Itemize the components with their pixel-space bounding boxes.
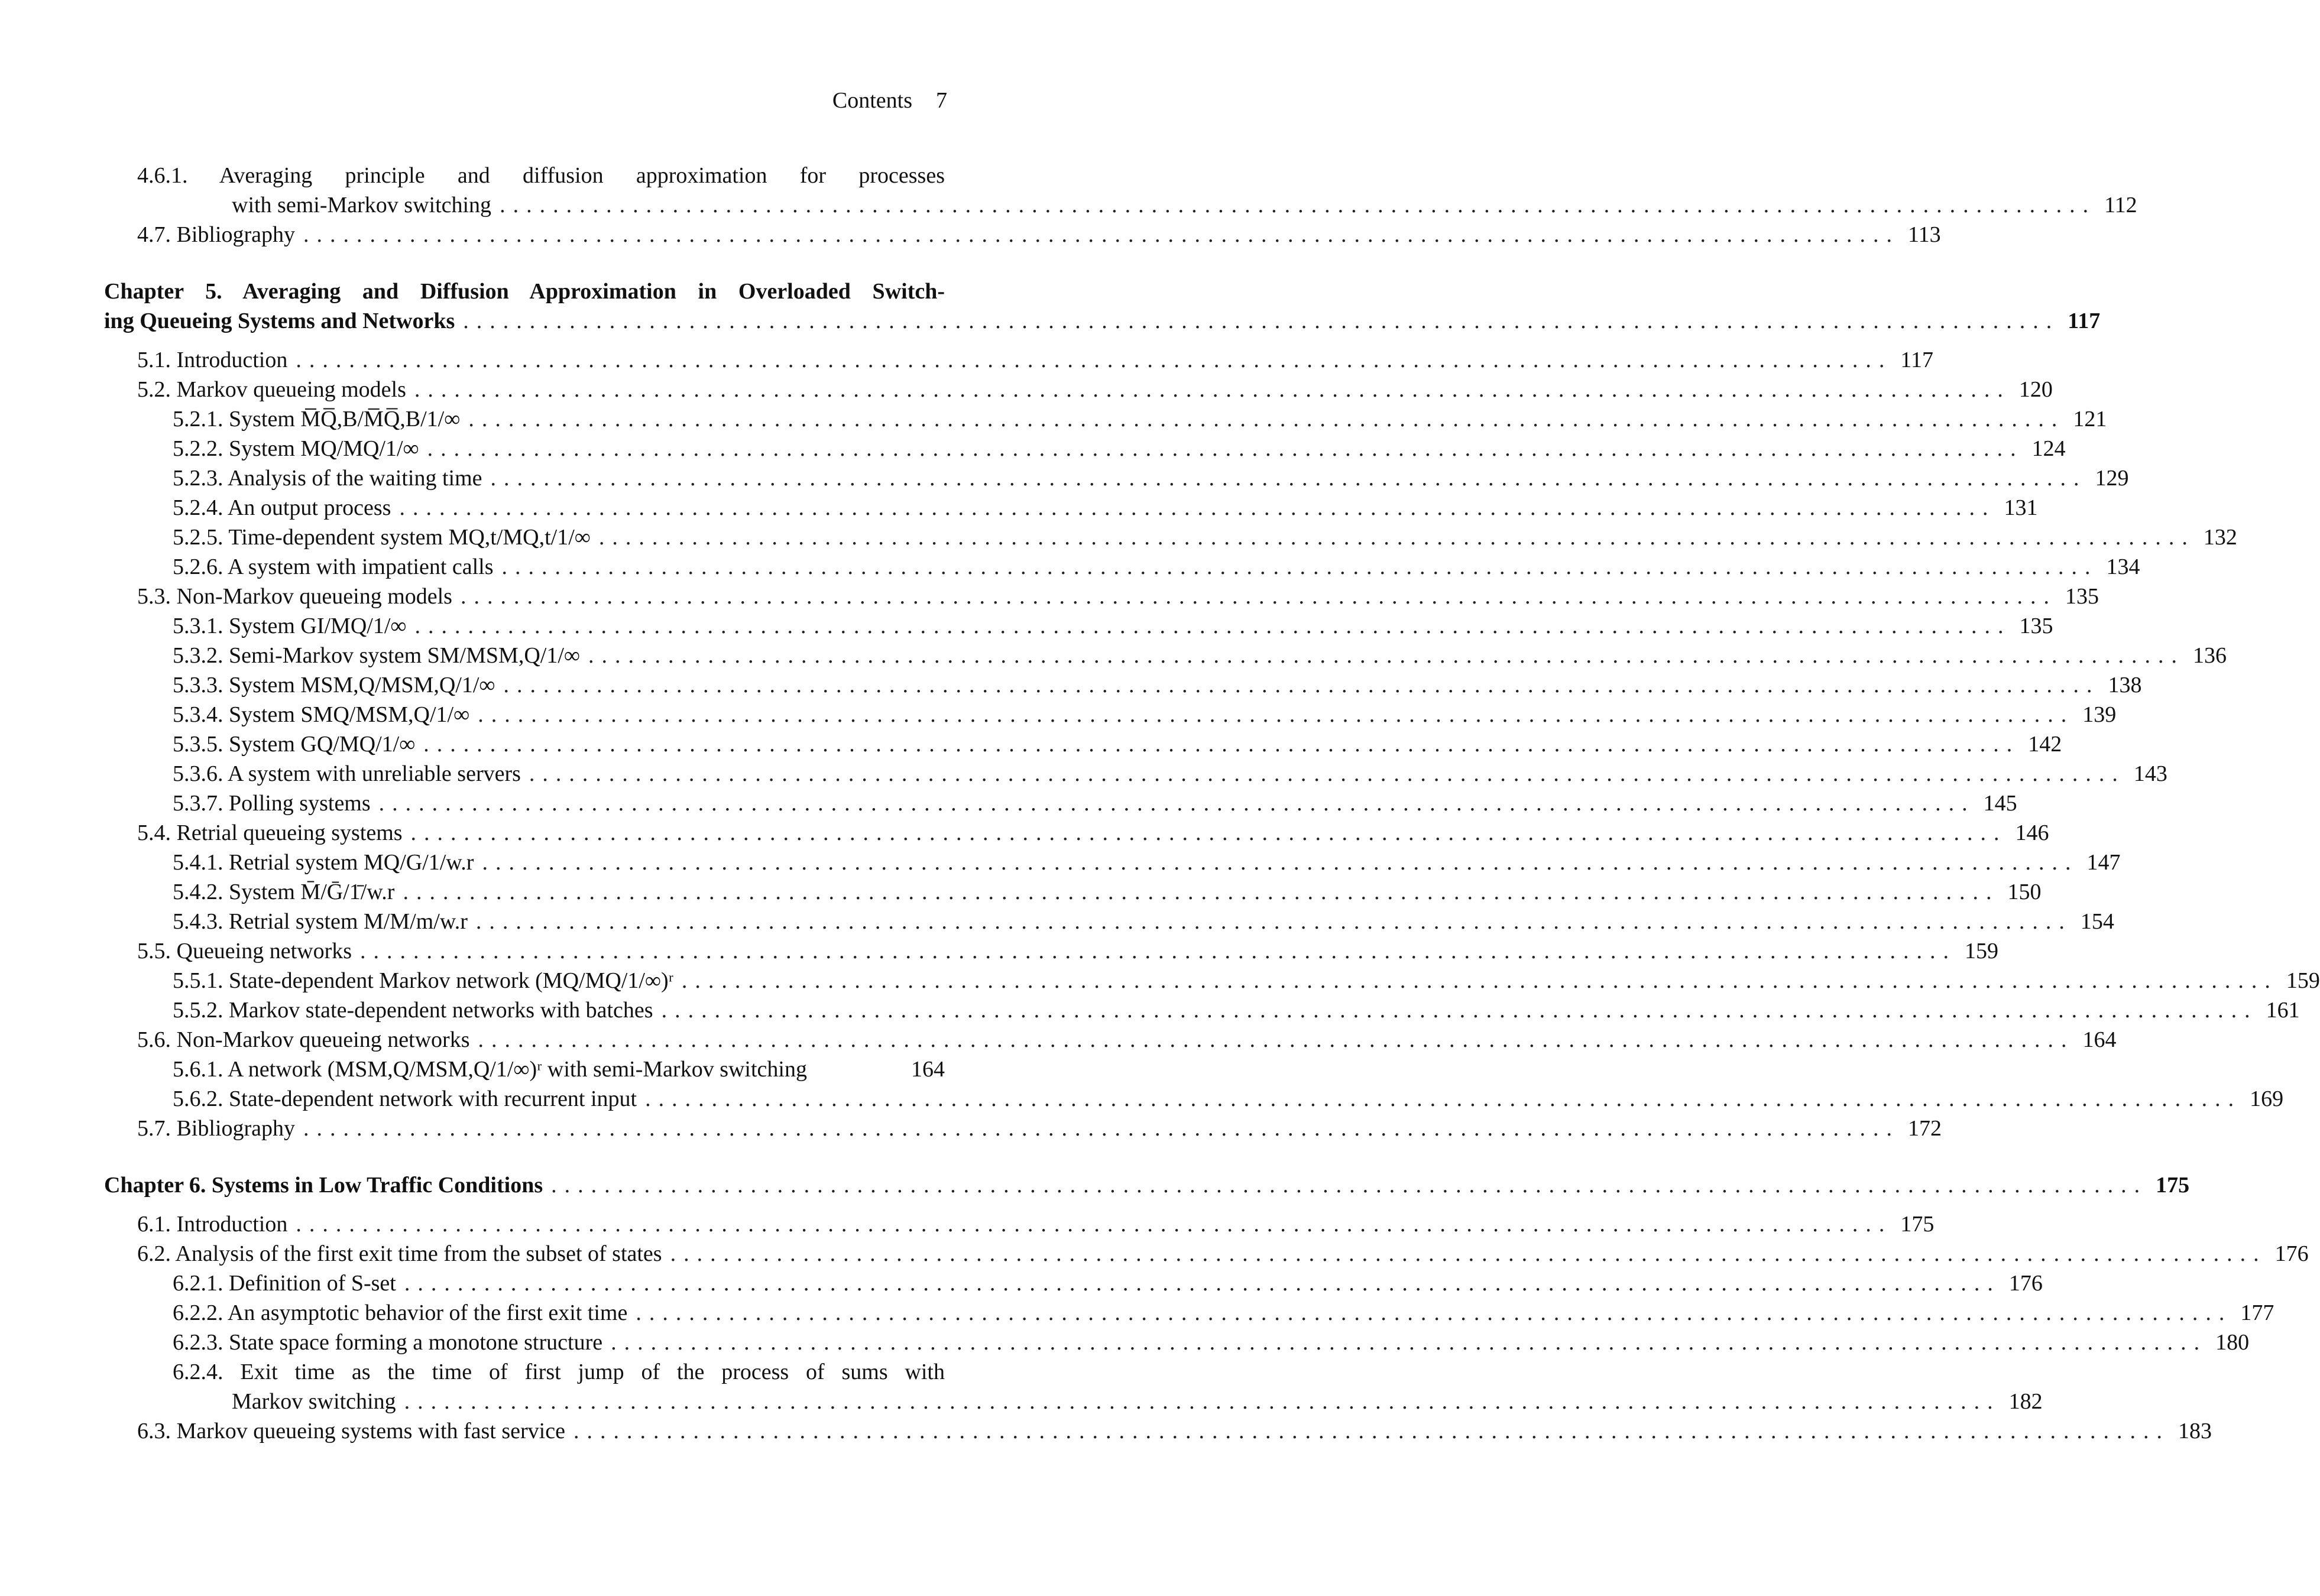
toc-page-number: 150 — [2007, 880, 2042, 904]
toc-entry-title: 5.7. Bibliography — [137, 1116, 296, 1141]
toc-entry[interactable] — [104, 877, 2042, 907]
toc-entry-title: 5.2.1. System M̅Q̅,B/M̅Q̅,B/1/∞ — [173, 407, 461, 432]
toc-dot-leader: ........................................................................................................................ — [681, 968, 2278, 993]
toc-entry-title: 5.4.3. Retrial system M/M/m/w.r — [173, 909, 468, 934]
toc-page-number: 154 — [2080, 909, 2114, 934]
toc-page-number: 135 — [2019, 614, 2053, 638]
toc-dot-leader: ........................................................................................................................ — [399, 495, 1996, 520]
toc-page-number: 180 — [2215, 1330, 2250, 1355]
toc-page-number: 117 — [1900, 348, 1933, 372]
running-head-label: Contents — [832, 88, 912, 113]
toc-entry-title: 5.2.4. An output process — [173, 495, 391, 520]
toc-entry-title: 5.2.6. A system with impatient calls — [173, 554, 494, 579]
toc-dot-leader: ........................................................................................................................ — [403, 880, 2000, 904]
toc-entry[interactable] — [104, 582, 2099, 611]
toc-dot-leader: ........................................................................................................................ — [414, 614, 2011, 638]
toc-entry[interactable] — [104, 1328, 2250, 1357]
toc-entry[interactable] — [104, 404, 2107, 434]
toc-entry-title: 5.5.2. Markov state-dependent networks with batches — [173, 998, 653, 1023]
toc-chapter-entry[interactable] — [104, 277, 945, 306]
toc-dot-leader: ........................................................................................................................ — [500, 193, 2097, 218]
toc-dot-leader: ........................................................................................................................ — [378, 791, 1975, 816]
toc-entry-title: 6.1. Introduction — [137, 1212, 288, 1237]
toc-entry-title: 5.5.1. State-dependent Markov network (MQ/MQ/1/∞)ʳ — [173, 968, 673, 993]
toc-dot-leader: ........................................................................................................................ — [463, 309, 2060, 333]
toc-entry-title: 5.3.3. System MSM,Q/MSM,Q/1/∞ — [173, 673, 495, 698]
toc-page-number: 161 — [2266, 998, 2300, 1023]
toc-entry-title: Chapter 5. Averaging and Diffusion Approximation in Overloaded Switch- — [104, 279, 945, 304]
toc-dot-leader: ........................................................................................................................ — [303, 222, 1900, 247]
toc-page-number: 131 — [2004, 495, 2038, 520]
toc-dot-leader: ........................................................................................................................ — [296, 1212, 1893, 1237]
toc-page-number: 177 — [2240, 1300, 2274, 1325]
page-number: 7 — [936, 88, 947, 113]
toc-dot-leader: ........................................................................................................................ — [490, 466, 2087, 491]
toc-entry[interactable] — [104, 552, 2140, 582]
toc-entry-title: 5.1. Introduction — [137, 348, 288, 372]
toc-entry[interactable] — [104, 1298, 2274, 1328]
toc-entry-title: 6.3. Markov queueing systems with fast service — [137, 1419, 565, 1443]
toc-entry-title: 5.4.2. System M̄/Ḡ/1̄/w.r — [173, 880, 395, 904]
toc-page-number: 183 — [2178, 1419, 2212, 1443]
toc-dot-leader: ........................................................................................................................ — [611, 1330, 2208, 1355]
toc-page-number: 176 — [2008, 1271, 2043, 1296]
toc-entry-title: 5.5. Queueing networks — [137, 939, 352, 964]
toc-entry[interactable] — [104, 523, 2237, 552]
toc-dot-leader: ........................................................................................................................ — [661, 998, 2258, 1023]
toc-page-number: 138 — [2108, 673, 2142, 698]
toc-entry-title: 4.6.1. Averaging principle and diffusion approximation for processes — [137, 163, 945, 188]
toc-entry[interactable] — [104, 1387, 2043, 1416]
toc-dot-leader: ........................................................................................................................ — [360, 939, 1957, 964]
toc-entry[interactable] — [104, 1055, 945, 1084]
toc-dot-leader: ........................................................................................................................ — [636, 1300, 2232, 1325]
toc-page-number: 175 — [2156, 1173, 2190, 1198]
toc-entry-title: 5.6.2. State-dependent network with recurrent input — [173, 1086, 637, 1111]
toc-page-number: 146 — [2015, 820, 2049, 845]
toc-page-number: 164 — [911, 1057, 945, 1082]
toc-page-number: 164 — [2082, 1027, 2117, 1052]
toc-entry-title: 6.2. Analysis of the first exit time from the subset of states — [137, 1241, 662, 1266]
toc-entry[interactable] — [104, 907, 2114, 936]
toc-page-number: 176 — [2274, 1241, 2309, 1266]
toc-page-number: 172 — [1908, 1116, 1942, 1141]
toc-entry-title: 5.6. Non-Markov queueing networks — [137, 1027, 470, 1052]
toc-entry-title: 5.2.5. Time-dependent system MQ,t/MQ,t/1/∞ — [173, 525, 591, 550]
toc-entry-title: 6.2.1. Definition of S-set — [173, 1271, 396, 1296]
toc-dot-leader: ........................................................................................................................ — [468, 407, 2065, 432]
toc-entry-title: 5.2.3. Analysis of the waiting time — [173, 466, 482, 491]
toc-page-number: 132 — [2203, 525, 2237, 550]
toc-entry-title: 5.3.7. Polling systems — [173, 791, 371, 816]
toc-entry[interactable] — [104, 1209, 1935, 1239]
toc-page-number: 182 — [2008, 1389, 2043, 1414]
toc-dot-leader: ........................................................................................................................ — [482, 850, 2079, 875]
toc-dot-leader: ........................................................................................................................ — [670, 1241, 2267, 1266]
toc-page-number: 145 — [1983, 791, 2017, 816]
toc-entry[interactable] — [104, 670, 2142, 700]
toc-entry[interactable] — [104, 1025, 2117, 1055]
toc-page-number: 159 — [2286, 968, 2320, 993]
toc-page-number: 121 — [2073, 407, 2107, 432]
toc-entry[interactable] — [104, 729, 2062, 759]
toc-dot-leader: ........................................................................................................................ — [414, 377, 2011, 402]
toc-entry[interactable] — [104, 434, 2066, 463]
toc-dot-leader: ........................................................................................................................ — [460, 584, 2057, 609]
toc-dot-leader: ........................................................................................................................ — [501, 554, 2098, 579]
toc-entry[interactable] — [104, 493, 2038, 523]
toc-entry-title: Markov switching — [232, 1389, 396, 1414]
toc-entry-title: 5.4.1. Retrial system MQ/G/1/w.r — [173, 850, 474, 875]
toc-page-number: 143 — [2133, 761, 2167, 786]
toc-entry[interactable] — [104, 611, 2053, 641]
toc-entry-title: 5.3.1. System GI/MQ/1/∞ — [173, 614, 407, 638]
toc-entry-title: 6.2.4. Exit time as the time of first jump of the process of sums with — [173, 1360, 945, 1384]
toc-entry-title: 5.3.6. A system with unreliable servers — [173, 761, 521, 786]
toc-entry-title: ing Queueing Systems and Networks — [104, 309, 455, 333]
toc-entry[interactable] — [104, 641, 2227, 670]
toc-entry[interactable] — [104, 345, 1933, 375]
toc-entry[interactable] — [104, 1114, 1942, 1143]
toc-entry[interactable] — [104, 789, 2017, 818]
toc-entry[interactable] — [104, 1084, 2284, 1114]
toc-entry[interactable] — [104, 161, 945, 190]
toc-page-number: 147 — [2086, 850, 2121, 875]
toc-dot-leader: ........................................................................................................................ — [296, 348, 1893, 372]
toc-dot-leader: ........................................................................................................................ — [404, 1271, 2001, 1296]
toc-dot-leader: ........................................................................................................................ — [478, 702, 2075, 727]
toc-dot-leader: ........................................................................................................................ — [551, 1173, 2148, 1198]
toc-entry-title: 5.3. Non-Markov queueing models — [137, 584, 452, 609]
toc-entry-title: Chapter 6. Systems in Low Traffic Conditions — [104, 1173, 543, 1198]
running-head — [832, 87, 947, 113]
toc-dot-leader: ........................................................................................................................ — [404, 1389, 2001, 1414]
toc-entry-title: 4.7. Bibliography — [137, 222, 296, 247]
toc-entry[interactable] — [104, 995, 2300, 1025]
toc-entry-title: 5.3.4. System SMQ/MSM,Q/1/∞ — [173, 702, 470, 727]
toc-dot-leader: ........................................................................................................................ — [573, 1419, 2170, 1443]
toc-dot-leader: ........................................................................................................................ — [588, 643, 2185, 668]
toc-entry-title: 5.2.2. System MQ/MQ/1/∞ — [173, 436, 419, 461]
toc-entry[interactable] — [104, 1416, 2212, 1446]
toc-entry[interactable] — [104, 1357, 945, 1387]
toc-entry[interactable] — [104, 463, 2129, 493]
toc-entry[interactable] — [104, 375, 2053, 404]
toc-page-number: 129 — [2095, 466, 2129, 491]
toc-page-number: 112 — [2104, 193, 2137, 218]
toc-dot-leader: ........................................................................................................................ — [598, 525, 2195, 550]
toc-entry-title: 5.2. Markov queueing models — [137, 377, 406, 402]
toc-entry[interactable] — [104, 1239, 2309, 1269]
toc-dot-leader: ........................................................................................................................ — [478, 1027, 2075, 1052]
toc-entry[interactable] — [104, 936, 1999, 966]
toc-entry-title: 5.6.1. A network (MSM,Q/MSM,Q/1/∞)ʳ with semi-Markov switching — [173, 1057, 807, 1082]
toc-chapter-entry[interactable] — [104, 1170, 2190, 1200]
toc-page-number: 136 — [2192, 643, 2227, 668]
toc-entry[interactable] — [104, 220, 1941, 249]
toc-entry[interactable] — [104, 1269, 2043, 1298]
toc-dot-leader: ........................................................................................................................ — [427, 436, 2024, 461]
toc-entry-title: 6.2.3. State space forming a monotone structure — [173, 1330, 603, 1355]
toc-entry[interactable] — [104, 700, 2117, 729]
toc-entry-title: 5.3.5. System GQ/MQ/1/∞ — [173, 732, 416, 757]
toc-page-number: 135 — [2065, 584, 2099, 609]
toc-dot-leader: ........................................................................................................................ — [423, 732, 2020, 757]
toc-page-number: 159 — [1965, 939, 1999, 964]
toc-page-number: 120 — [2018, 377, 2053, 402]
toc-entry[interactable] — [104, 966, 2320, 995]
toc-dot-leader: ........................................................................................................................ — [503, 673, 2100, 698]
toc-dot-leader: ........................................................................................................................ — [475, 909, 2072, 934]
toc-entry[interactable] — [104, 848, 2121, 877]
toc-entry-title: 5.4. Retrial queueing systems — [137, 820, 403, 845]
toc-page-number: 117 — [2068, 309, 2101, 333]
toc-page-number: 169 — [2250, 1086, 2284, 1111]
toc-dot-leader: ........................................................................................................................ — [303, 1116, 1900, 1141]
toc-page-number: 175 — [1900, 1212, 1935, 1237]
toc-dot-leader: ........................................................................................................................ — [410, 820, 2007, 845]
toc-dot-leader: ........................................................................................................................ — [645, 1086, 2242, 1111]
toc-entry-title: 5.3.2. Semi-Markov system SM/MSM,Q/1/∞ — [173, 643, 580, 668]
toc-page-number: 124 — [2031, 436, 2066, 461]
toc-entry[interactable] — [104, 190, 2137, 220]
toc-page-number: 113 — [1908, 222, 1941, 247]
toc-entry-title: 6.2.2. An asymptotic behavior of the first exit time — [173, 1300, 628, 1325]
toc-dot-leader: ........................................................................................................................ — [529, 761, 2125, 786]
toc-entry-title: with semi-Markov switching — [232, 193, 492, 218]
toc-page-number: 142 — [2028, 732, 2062, 757]
toc-entry[interactable] — [104, 759, 2167, 789]
toc-chapter-entry[interactable] — [104, 306, 2101, 336]
toc-page-number: 139 — [2082, 702, 2117, 727]
toc-page-number: 134 — [2106, 554, 2140, 579]
toc-entry[interactable] — [104, 818, 2049, 848]
